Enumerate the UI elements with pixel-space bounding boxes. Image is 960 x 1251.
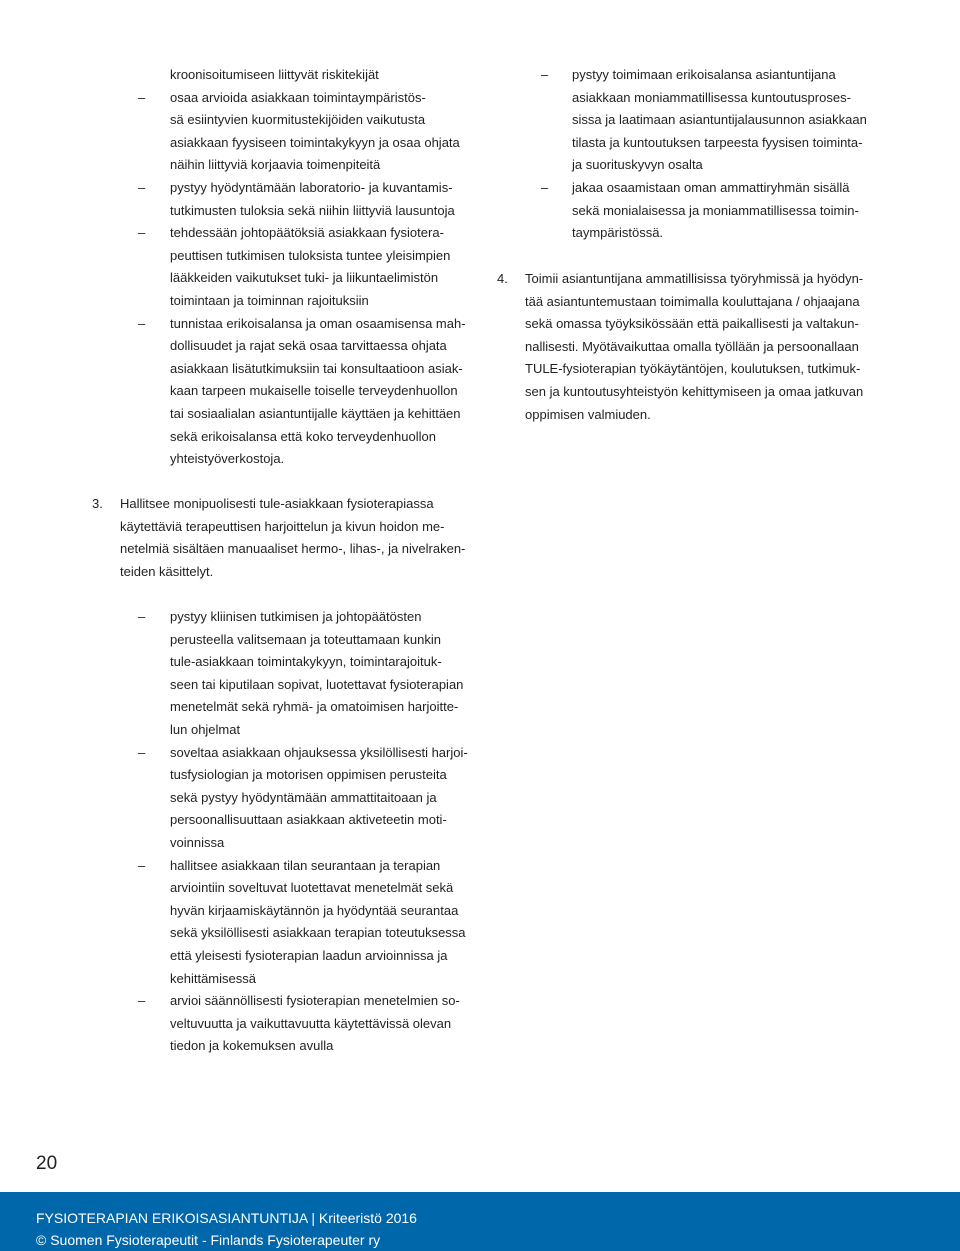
numbered-item-line: sen ja kuntoutusyhteistyön kehittymiseen ja omaa jatkuvan <box>525 384 864 399</box>
list-dash: – <box>138 993 146 1009</box>
list-item-line: voinnissa <box>170 835 225 850</box>
list-item-line: tiedon ja kokemuksen avulla <box>170 1038 334 1054</box>
list-item-line: soveltaa asiakkaan ohjauksessa yksilöllisesti harjoi- <box>170 744 468 760</box>
footer-title: FYSIOTERAPIAN ERIKOISASIANTUNTIJA | Kriteeristö 2016 <box>36 1210 417 1226</box>
list-item-line: sissa ja laatimaan asiantuntijalausunnon asiakkaan <box>572 112 867 128</box>
list-item-line: tutkimusten tuloksia sekä niihin liittyviä lausuntoja <box>170 202 455 218</box>
list-dash: – <box>138 315 146 331</box>
list-item-line: ja suorituskyvyn osalta <box>572 157 703 173</box>
list-item-line: kehittämisessä <box>170 970 256 986</box>
list-item-line: pystyy hyödyntämään laboratorio- ja kuvantamis- <box>170 180 453 195</box>
numbered-item-line: Toimii asiantuntijana ammatillisissa työryhmissä ja hyödyn- <box>525 271 864 286</box>
numbered-item-line: käytettäviä terapeuttisen harjoittelun ja kivun hoidon me- <box>120 518 445 534</box>
list-item-line: sekä erikoisalansa että koko terveydenhuollon <box>170 428 436 444</box>
list-item-line: sekä pystyy hyödyntämään ammattitaitoaan ja <box>170 789 437 805</box>
list-item-line: sekä yksilöllisesti asiakkaan terapian toteutuksessa <box>170 925 466 941</box>
list-item-line: kaan tarpeen mukaiselle toiselle terveydenhuollon <box>170 383 458 399</box>
list-item-line: veltuvuutta ja vaikuttavuutta käytettävissä olevan <box>170 1015 452 1031</box>
numbered-item-line: sekä omassa työyksikössään että paikallisesti ja valtakun- <box>525 316 859 332</box>
list-item-line: sä esiintyvien kuormitustekijöiden vaikutusta <box>170 112 426 128</box>
list-item-line: jakaa osaamistaan oman ammattiryhmän sisällä <box>572 180 850 195</box>
list-item-line: yhteistyöverkostoja. <box>170 451 285 467</box>
list-item-line: pystyy toimimaan erikoisalansa asiantuntijana <box>572 67 836 82</box>
list-item-line: hallitsee asiakkaan tilan seurantaan ja terapian <box>170 857 441 873</box>
list-item-line: osaa arvioida asiakkaan toimintaympäristös- <box>170 89 426 105</box>
numbered-item-line: Hallitsee monipuolisesti tule-asiakkaan fysioterapiassa <box>120 496 434 511</box>
list-item-line: hyvän kirjaamiskäytännön ja hyödyntää seurantaa <box>170 902 459 918</box>
list-item-line: toimintaan ja toiminnan rajoituksiin <box>170 293 369 308</box>
footer-copyright: © Suomen Fysioterapeutit - Finlands Fysioterapeuter ry <box>36 1232 381 1248</box>
list-item-line: tule-asiakkaan toimintakykyyn, toimintarajoituk- <box>170 654 442 670</box>
list-item-line: asiakkaan moniammatillisessa kuntoutusproses- <box>572 89 851 105</box>
list-item-line: seen tai kiputilaan sopivat, luotettavat fysioterapian <box>170 676 464 692</box>
list-item-line: lääkkeiden vaikutukset tuki- ja liikuntaelimistön <box>170 270 439 286</box>
numbered-item-line: teiden käsittelyt. <box>120 563 214 579</box>
list-item-line: asiakkaan fyysiseen toimintakykyyn ja osaa ohjata <box>170 134 460 150</box>
list-item-line: arvioi säännöllisesti fysioterapian menetelmien so- <box>170 993 460 1009</box>
list-dash: – <box>541 180 549 195</box>
list-item-line: asiakkaan lisätutkimuksiin tai konsultaatioon asiak- <box>170 360 463 376</box>
list-dash: – <box>138 609 146 624</box>
list-dash: – <box>138 89 146 105</box>
list-item-line: persoonallisuuttaan asiakkaan aktiveteetin moti- <box>170 812 447 828</box>
paragraph-line: kroonisoitumiseen liittyvät riskitekijät <box>170 67 379 82</box>
list-dash: – <box>138 744 146 760</box>
list-item-line: arviointiin soveltuvat luotettavat menetelmät sekä <box>170 880 454 896</box>
list-dash: – <box>138 180 146 195</box>
list-item-line: peuttisen tutkimisen tuloksista tuntee yleisimpien <box>170 247 451 263</box>
list-item-line: perusteella valitsemaan ja toteuttamaan kunkin <box>170 631 441 647</box>
list-item-line: tusfysiologian ja motorisen oppimisen perusteita <box>170 767 447 783</box>
numbered-item-line: nallisesti. Myötävaikuttaa omalla työllään ja persoonallaan <box>525 338 859 354</box>
numbered-item-line: oppimisen valmiuden. <box>525 406 651 422</box>
list-item-line: lun ohjelmat <box>170 722 241 737</box>
list-number: 4. <box>497 271 508 286</box>
page-number: 20 <box>36 1153 58 1174</box>
numbered-item-line: netelmiä sisältäen manuaaliset hermo-, lihas-, ja nivelraken- <box>120 541 466 557</box>
list-number: 3. <box>92 496 103 511</box>
list-item-line: pystyy kliinisen tutkimisen ja johtopäätösten <box>170 609 422 624</box>
list-dash: – <box>138 857 146 873</box>
numbered-item-line: TULE-fysioterapian työkäytäntöjen, koulutuksen, tutkimuk- <box>525 361 861 377</box>
numbered-item-line: tää asiantuntemustaan toimimalla kouluttajana / ohjaajana <box>525 293 860 309</box>
list-item-line: tunnistaa erikoisalansa ja oman osaamisensa mah- <box>170 315 466 331</box>
list-item-line: sekä monialaisessa ja moniammatillisessa toimin- <box>572 202 859 218</box>
list-item-line: dollisuudet ja rajat sekä osaa tarvittaessa ohjata <box>170 338 447 354</box>
list-dash: – <box>138 225 146 241</box>
list-item-line: näihin liittyviä korjaavia toimenpiteitä <box>170 157 381 173</box>
list-item-line: tehdessään johtopäätöksiä asiakkaan fysiotera- <box>170 225 444 241</box>
footer-bar <box>0 1192 960 1251</box>
list-item-line: että yleisesti fysioterapian laadun arvioinnissa ja <box>170 948 448 963</box>
list-item-line: menetelmät sekä ryhmä- ja omatoimisen harjoitte- <box>170 699 459 715</box>
list-item-line: tilasta ja kuntoutuksen tarpeesta fyysisen toiminta- <box>572 134 863 150</box>
list-item-line: taympäristössä. <box>572 225 664 241</box>
list-dash: – <box>541 67 549 82</box>
list-item-line: tai sosiaalialan asiantuntijalle käyttäen ja kehittäen <box>170 406 461 421</box>
